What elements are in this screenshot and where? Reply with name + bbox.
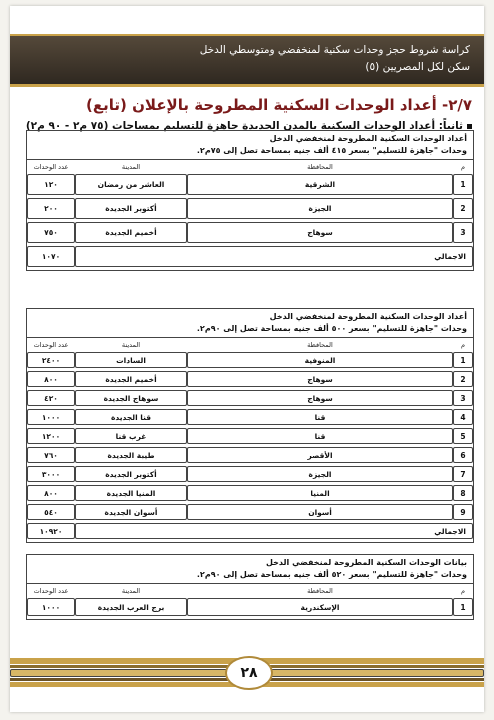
cell-num: 2 [453,371,473,387]
cell-num: 2 [453,198,473,219]
cell-city: المنيا الجديدة [75,485,187,501]
table-total-row [27,523,473,539]
cell-count: ١٠٠٠ [27,598,75,616]
table-grid [27,338,473,542]
table-low-income-415k [26,130,474,271]
table-caption [27,309,473,338]
table-row [27,428,473,444]
col-header-count: عدد الوحدات [33,341,69,349]
cell-count: ١٢٠ [27,174,75,195]
cell-count: ١٢٠٠ [27,428,75,444]
cell-num: 3 [453,390,473,406]
cell-city: أكتوبر الجديدة [75,466,187,482]
header-bottom-stripe [10,84,484,87]
table-caption [27,131,473,160]
table-row [27,409,473,425]
col-header-gov: المحافظة [307,341,333,349]
cell-num: 8 [453,485,473,501]
cell-count: ٤٢٠ [27,390,75,406]
table-total-row [27,246,473,267]
total-label: الاجمالي [75,523,473,539]
cell-num: 7 [453,466,473,482]
table-row [27,504,473,520]
total-value: ١٠٧٠ [27,246,75,267]
cell-num: 5 [453,428,473,444]
cell-gov: الإسكندرية [187,598,453,616]
table-low-income-500k [26,308,474,543]
section-subtitle-text: ثانياً: أعداد الوحدات السكنية بالمدن الجديدة جاهزة للتسليم بمساحات (٧٥ م٢ - ٩٠ م٢) [25,120,463,132]
total-value: ١٠٩٢٠ [27,523,75,539]
document-page [10,6,484,712]
header-title: كراسة شروط حجز وحدات سكنية لمنخفضي ومتوسطي الدخل [199,44,470,56]
section-title: ٢/٧- أعداد الوحدات السكنية المطروحة بالإعلان (تابع) [86,96,472,114]
page-number: ٢٨ [225,656,273,690]
cell-count: ٥٤٠ [27,504,75,520]
table-low-income-520k [26,554,474,620]
cell-city: أخميم الجديدة [75,371,187,387]
col-header-city: المدينة [121,587,141,595]
cell-num: 9 [453,504,473,520]
table-caption-line2: وحدات "جاهزة للتسليم" بسعر ٤١٥ ألف جنيه بمساحة تصل إلى ٧٥م٢. [196,146,467,155]
cell-city: طيبة الجديدة [75,447,187,463]
cell-city: غرب قنا [75,428,187,444]
col-header-gov: المحافظة [307,163,333,171]
cell-num: 1 [453,174,473,195]
table-caption-line2: وحدات "جاهزة للتسليم" بسعر ٥٢٠ ألف جنيه بمساحة تصل إلى ٩٠م٢. [196,570,467,579]
cell-gov: سوهاج [187,371,453,387]
cell-count: ٧٦٠ [27,447,75,463]
col-header-gov: المحافظة [307,587,333,595]
cell-city: قنا الجديدة [75,409,187,425]
table-caption [27,555,473,584]
cell-count: ٨٠٠ [27,371,75,387]
cell-city: العاشر من رمضان [75,174,187,195]
table-caption-line1: أعداد الوحدات السكنية المطروحة لمنخفضي الدخل [269,312,467,321]
col-header-num: م [460,163,466,171]
table-row [27,390,473,406]
table-grid [27,584,473,619]
col-header-city: المدينة [121,163,141,171]
table-caption-line1: أعداد الوحدات السكنية المطروحة لمنخفضي الدخل [269,134,467,143]
cell-count: ٣٠٠٠ [27,466,75,482]
col-header-city: المدينة [121,341,141,349]
cell-city: سوهاج الجديدة [75,390,187,406]
cell-city: أخميم الجديدة [75,222,187,243]
table-row [27,222,473,243]
cell-gov: الجيزة [187,466,453,482]
cell-gov: الأقصر [187,447,453,463]
cell-gov: قنا [187,409,453,425]
cell-num: 3 [453,222,473,243]
table-row [27,598,473,616]
total-label: الاجمالي [75,246,473,267]
bullet-icon [467,124,472,129]
cell-count: ١٠٠٠ [27,409,75,425]
cell-city: أكتوبر الجديدة [75,198,187,219]
cell-gov: المنوفية [187,352,453,368]
cell-gov: الشرقية [187,174,453,195]
cell-city: أسوان الجديدة [75,504,187,520]
table-row [27,371,473,387]
cell-num: 1 [453,352,473,368]
table-row [27,174,473,195]
cell-city: برج العرب الجديدة [75,598,187,616]
table-row [27,352,473,368]
table-row [27,198,473,219]
cell-gov: سوهاج [187,222,453,243]
cell-num: 1 [453,598,473,616]
header-subtitle: سكن لكل المصريين (٥) [365,61,470,73]
col-header-count: عدد الوحدات [33,587,69,595]
table-grid [27,160,473,270]
cell-gov: المنيا [187,485,453,501]
cell-num: 4 [453,409,473,425]
table-row [27,466,473,482]
col-header-num: م [460,587,466,595]
col-header-num: م [460,341,466,349]
cell-city: السادات [75,352,187,368]
table-caption-line1: بيانات الوحدات السكنية المطروحة لمنخفضي الدخل [266,558,467,567]
cell-count: ٧٥٠ [27,222,75,243]
col-header-count: عدد الوحدات [33,163,69,171]
table-row [27,485,473,501]
cell-gov: سوهاج [187,390,453,406]
cell-count: ٢٤٠٠ [27,352,75,368]
table-row [27,447,473,463]
cell-gov: الجيزة [187,198,453,219]
cell-count: ٢٠٠ [27,198,75,219]
cell-num: 6 [453,447,473,463]
table-caption-line2: وحدات "جاهزة للتسليم" بسعر ٥٠٠ ألف جنيه بمساحة تصل إلى ٩٠م٢. [196,324,467,333]
cell-gov: قنا [187,428,453,444]
cell-gov: أسوان [187,504,453,520]
cell-count: ٨٠٠ [27,485,75,501]
